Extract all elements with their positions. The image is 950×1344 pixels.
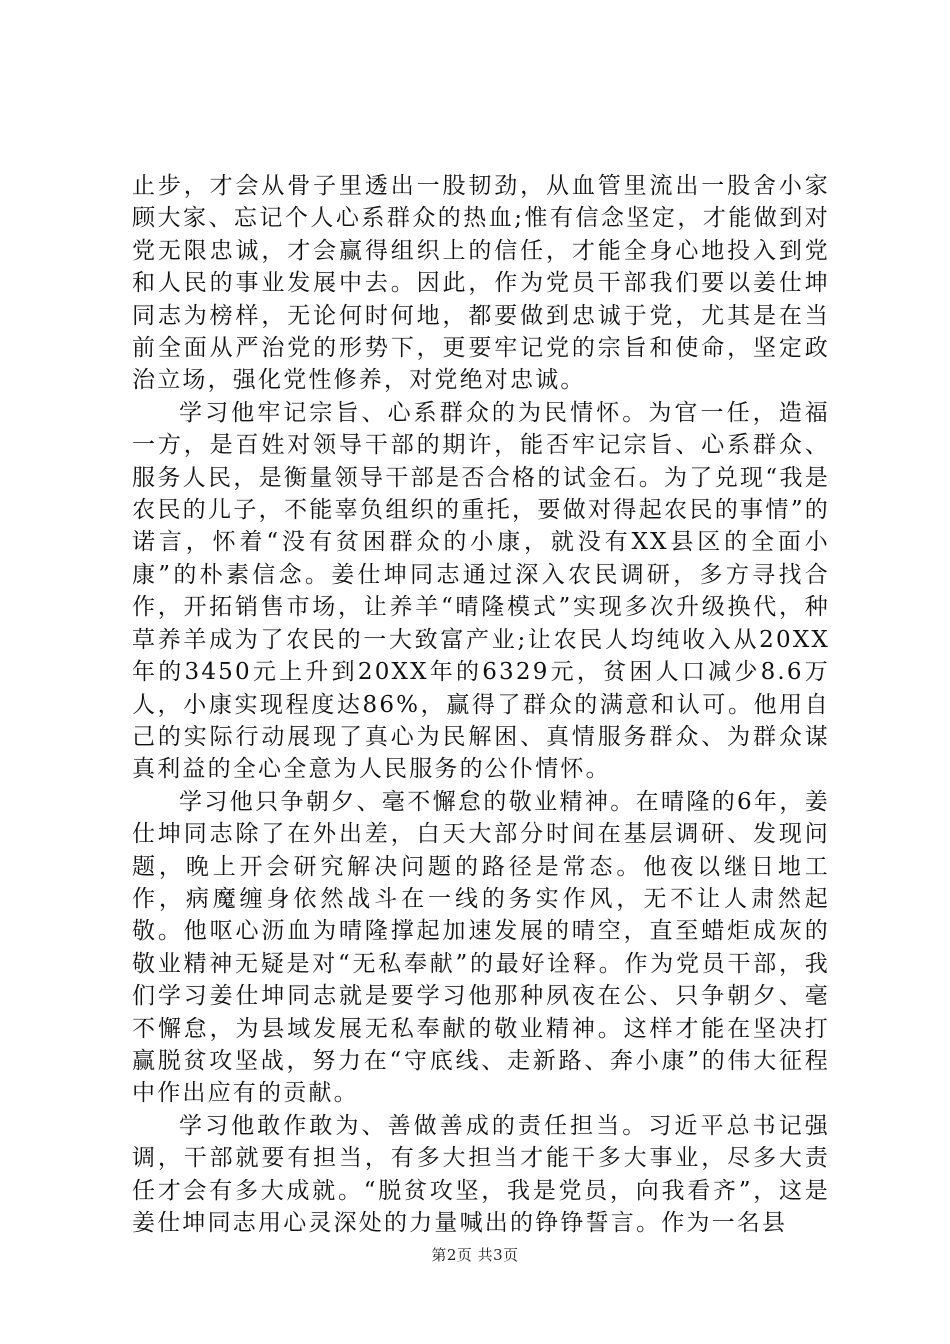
paragraph-people-sentiment: 学习他牢记宗旨、心系群众的为民情怀。为官一任，造福一方，是百姓对领导干部的期许，能否牢记宗旨、心系群众、服务人民，是衡量领导干部是否合格的试金石。为了兑现“我是农民的儿子，不能辜负组织的重托，要做对得起农民的事情”的诺言，怀着“没有贫困群众的小康，就没有XX县区的全面小康”的朴素信念。姜仕坤同志通过深入农民调研，多方寻找合作，开拓销售市场，让养羊“晴隆模式”实现多次升级换代，种草养羊成为了农民的一大致富产业;让农民人均纯收入从20XX年的3450元上升到20XX年的6329元，贫困人口减少8.6万人，小康实现程度达86%，赢得了群众的满意和认可。他用自己的实际行动展现了真心为民解困、真情服务群众、为群众谋真利益的全心全意为人民服务的公仆情怀。	[132, 399, 831, 783]
body-text	[132, 170, 830, 1239]
page-footer: 第2页 共3页	[431, 1246, 519, 1264]
paragraph-dedication: 学习他只争朝夕、毫不懈怠的敬业精神。在晴隆的6年，姜仕坤同志除了在外出差，白天大部分时间在基层调研、发现问题，晚上开会研究解决问题的路径是常态。他夜以继日地工作，病魔缠身依然战斗在一线的务实作风，无不让人肃然起敬。他呕心沥血为晴隆撑起加速发展的晴空，直至蜡炬成灰的敬业精神无疑是对“无私奉献”的最好诠释。作为党员干部，我们学习姜仕坤同志就是要学习他那种夙夜在公、只争朝夕、毫不懈怠，为县域发展无私奉献的敬业精神。这样才能在坚决打赢脱贫攻坚战，努力在“守底线、走新路、奔小康”的伟大征程中作出应有的贡献。	[132, 788, 830, 1107]
paragraph-continuation: 止步，才会从骨子里透出一股韧劲，从血管里流出一股舍小家顾大家、忘记个人心系群众的热血;惟有信念坚定，才能做到对党无限忠诚，才会赢得组织上的信任，才能全身心地投入到党和人民的事业发展中去。因此，作为党员干部我们要以姜仕坤同志为榜样，无论何时何地，都要做到忠诚于党，尤其是在当前全面从严治党的形势下，更要牢记党的宗旨和使命，坚定政治立场，强化党性修养，对党绝对忠诚。	[132, 173, 830, 394]
paragraph-responsibility: 学习他敢作敢为、善做善成的责任担当。习近平总书记强调，干部就要有担当，有多大担当才能干多大事业，尽多大责任才会有多大成就。“脱贫攻坚，我是党员，向我看齐”，这是姜仕坤同志用心灵深处的力量喊出的铮铮誓言。作为一名县	[132, 1112, 830, 1236]
